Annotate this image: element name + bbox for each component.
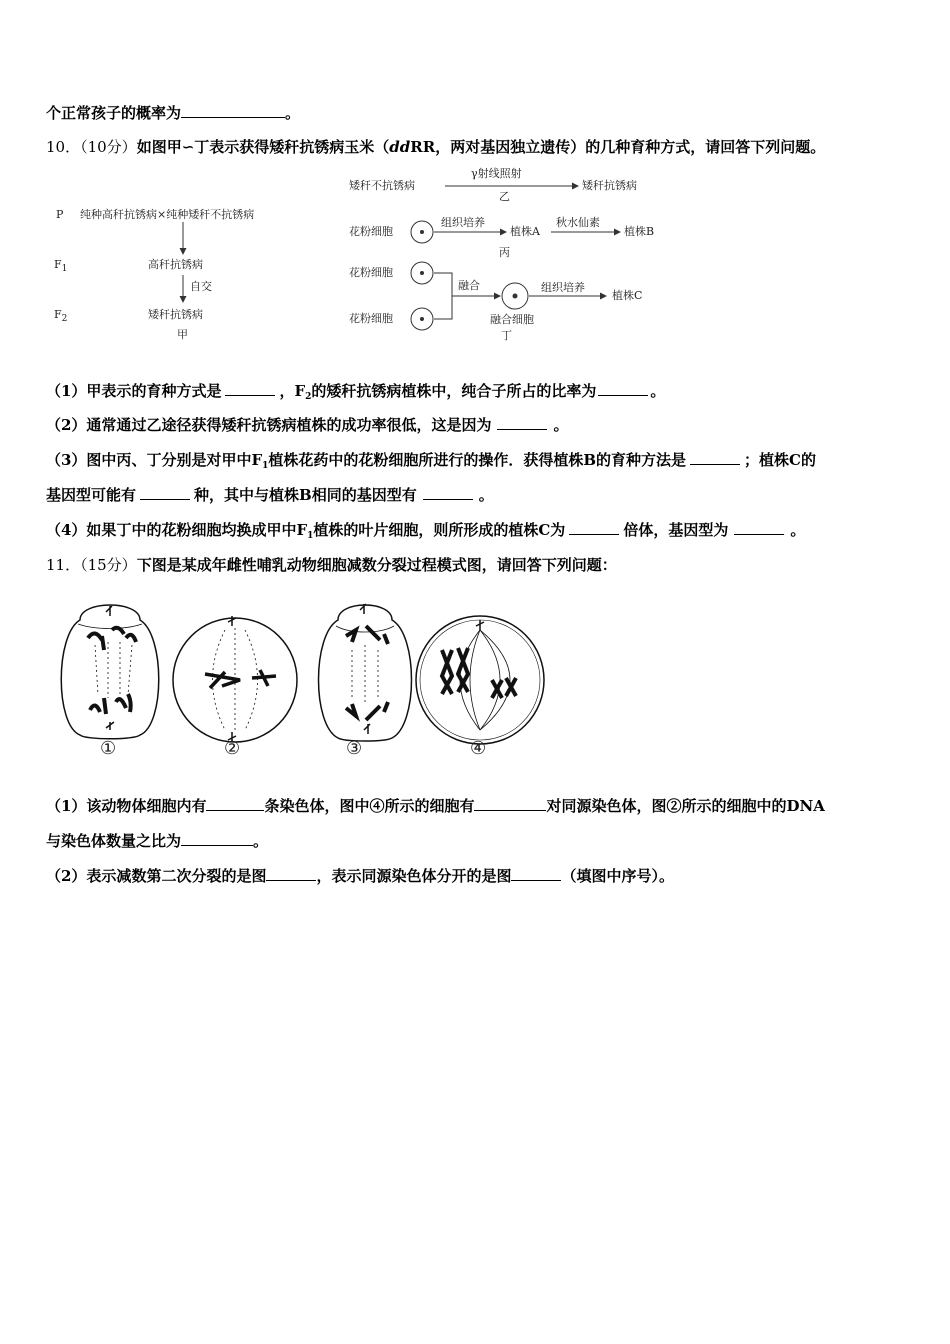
q10-stem-pre: 如图甲: [136, 138, 182, 156]
jia-p-text: 纯种高秆抗锈病×纯种矮秆不抗锈病: [80, 208, 255, 221]
q10-sub4-blank-1[interactable]: [569, 520, 619, 535]
q11-points: （15分）: [80, 556, 137, 574]
bing-name: 丙: [499, 246, 510, 259]
q10-sub1-b: ，F: [279, 382, 306, 400]
jia-f2-sub: 2: [61, 314, 68, 324]
yi-name: 乙: [499, 190, 510, 203]
q10-sub3-blank-2[interactable]: [140, 485, 190, 500]
q11-sub1-a: （1）该动物体细胞内有: [46, 797, 207, 815]
q10-sub4-blank-2[interactable]: [734, 520, 784, 535]
q11-sub2-blank-1[interactable]: [266, 866, 316, 881]
ding-fused-nucleus: [513, 294, 518, 299]
bing-pollen-cell: [411, 221, 433, 243]
q11-sub2-a: （2）表示减数第二次分裂的是图: [46, 867, 267, 885]
q10-stem-mid: 丁表示获得矮秆抗锈病玉米（: [194, 138, 390, 156]
q10-sub1-b-sub: 2: [305, 392, 312, 402]
q10-sub2: [46, 415, 568, 435]
q11-sub2: [46, 866, 674, 886]
ding-pollen-nucleus-1: [420, 271, 424, 275]
q11-sub1-blank-2[interactable]: [474, 796, 546, 811]
q10-sub3b: [46, 485, 494, 505]
bing-arrow2-label: 秋水仙素: [556, 216, 600, 229]
q11-sub1-blank-3[interactable]: [181, 831, 253, 846]
q11-sub2-c: （填图中序号）。: [561, 867, 674, 885]
cell-2-label: ②: [224, 738, 241, 759]
q10-sub2-b: 。: [553, 416, 569, 434]
q11-sub1b-a: 与染色体数量之比为: [46, 832, 182, 850]
q10-sub4-a: （4）如果丁中的花粉细胞均换成甲中F: [46, 521, 308, 539]
q10-sub3b-b: 种，其中与植株B相同的基因型有: [194, 486, 417, 504]
q11-sub1b-b: 。: [253, 832, 269, 850]
q11-sub1: [46, 796, 825, 816]
q10-sub3-blank-1[interactable]: [690, 450, 740, 465]
q11-sub1-blank-1[interactable]: [206, 796, 264, 811]
cell-4-diagram: [416, 616, 544, 744]
q10-sub4-a-sub: 1: [307, 531, 314, 541]
q11-stem-text: 下图是某成年雌性哺乳动物细胞减数分裂过程模式图，请回答下列问题：: [136, 556, 617, 574]
q10-sub2-blank[interactable]: [497, 415, 547, 430]
jia-f1-label: [54, 258, 67, 276]
jia-f1-letter: F: [54, 258, 62, 271]
q11-sub2-blank-2[interactable]: [511, 866, 561, 881]
q10-sub1-a: （1）甲表示的育种方式是: [46, 382, 222, 400]
cell-1-label: ①: [100, 738, 117, 759]
q11-sub1b: [46, 831, 268, 851]
q10-stem-dash: ∽: [181, 138, 195, 156]
cell-1-diagram: [61, 605, 159, 739]
yi-arrow-label: γ射线照射: [471, 167, 522, 180]
q9-tail-line: [46, 103, 300, 123]
bing-cell-label: 花粉细胞: [349, 225, 393, 238]
q10-sub1-blank-1[interactable]: [225, 381, 275, 396]
q11-stem: [46, 555, 617, 575]
q11-sub2-b: ，表示同源染色体分开的是图: [316, 867, 512, 885]
q10-sub1-blank-2[interactable]: [598, 381, 648, 396]
ding-arrow-label: 组织培养: [541, 281, 585, 294]
cell-2-diagram: [173, 616, 297, 742]
q10-sub1: [46, 381, 665, 407]
q10-sub3: [46, 450, 816, 476]
q11-sub1-c: 对同源染色体，图②所示的细胞中的DNA: [546, 797, 825, 815]
q9-tail-text: 个正常孩子的概率为: [46, 104, 182, 122]
jia-f1-sub: 1: [61, 264, 68, 274]
yi-from: 矮秆不抗锈病: [349, 179, 415, 192]
bing-plant-a: 植株A: [510, 225, 540, 238]
yi-to: 矮秆抗锈病: [582, 179, 637, 192]
ding-fused-cell-label: 融合细胞: [490, 313, 534, 326]
bing-arrow1-label: 组织培养: [441, 216, 485, 229]
jia-f2-text: 矮秆抗锈病: [148, 308, 203, 321]
ding-fused-cell: [502, 283, 528, 309]
q10-sub3-a-sub: 1: [262, 461, 269, 471]
q10-number: 10．: [46, 138, 81, 156]
q10-sub3-blank-3[interactable]: [423, 485, 473, 500]
ding-fuse-label: 融合: [458, 279, 480, 292]
ding-name: 丁: [501, 329, 512, 342]
cell-3-diagram: [319, 604, 412, 741]
q10-sub3-c: ；植株C的: [744, 451, 816, 469]
q10-sub4-d: 。: [790, 521, 806, 539]
q10-sub3b-c: 。: [478, 486, 494, 504]
ding-plant-c: 植株C: [612, 289, 643, 302]
q10-sub3-a: （3）图中丙、丁分别是对甲中F: [46, 451, 263, 469]
q10-sub1-c: 的矮秆抗锈病植株中，纯合子所占的比率为: [311, 382, 597, 400]
ding-fuse-bracket: [434, 273, 452, 319]
ding-pollen-cell-1: [411, 262, 433, 284]
q9-answer-blank[interactable]: [181, 103, 285, 118]
cell-4-label: ④: [470, 738, 487, 759]
bing-pollen-nucleus: [420, 230, 424, 234]
ding-cell2-label: 花粉细胞: [349, 312, 393, 325]
ding-pollen-nucleus-2: [420, 317, 424, 321]
ding-cell1-label: 花粉细胞: [349, 266, 393, 279]
jia-p-label: P: [56, 208, 64, 221]
jia-selfing-label: 自交: [190, 280, 212, 293]
jia-f2-label: [54, 308, 67, 326]
q11-number: 11．: [46, 556, 81, 574]
bing-plant-b: 植株B: [624, 225, 655, 238]
jia-name: 甲: [177, 328, 188, 341]
q11-sub1-b: 条染色体，图中④所示的细胞有: [264, 797, 475, 815]
ding-pollen-cell-2: [411, 308, 433, 330]
q10-sub4-c: 倍体，基因型为: [623, 521, 729, 539]
q10-sub4: [46, 520, 805, 546]
q10-stem: [46, 137, 825, 157]
q10-stem-italic: dd: [389, 138, 411, 156]
q10-sub1-d: 。: [650, 382, 666, 400]
q10-sub2-a: （2）通常通过乙途径获得矮秆抗锈病植株的成功率很低，这是因为: [46, 416, 492, 434]
q10-stem-post: RR，两对基因独立遗传）的几种育种方式，请回答下列问题。: [410, 138, 826, 156]
q10-sub3-b: 植株花药中的花粉细胞所进行的操作．获得植株B的育种方法是: [268, 451, 687, 469]
q10-sub3b-a: 基因型可能有: [46, 486, 137, 504]
q10-sub4-b: 植株的叶片细胞，则所形成的植株C为: [313, 521, 566, 539]
jia-f1-text: 高秆抗锈病: [148, 258, 203, 271]
cell-3-label: ③: [346, 738, 363, 759]
jia-f2-letter: F: [54, 308, 62, 321]
q10-points: （10分）: [80, 138, 137, 156]
q9-tail-end: 。: [285, 104, 301, 122]
